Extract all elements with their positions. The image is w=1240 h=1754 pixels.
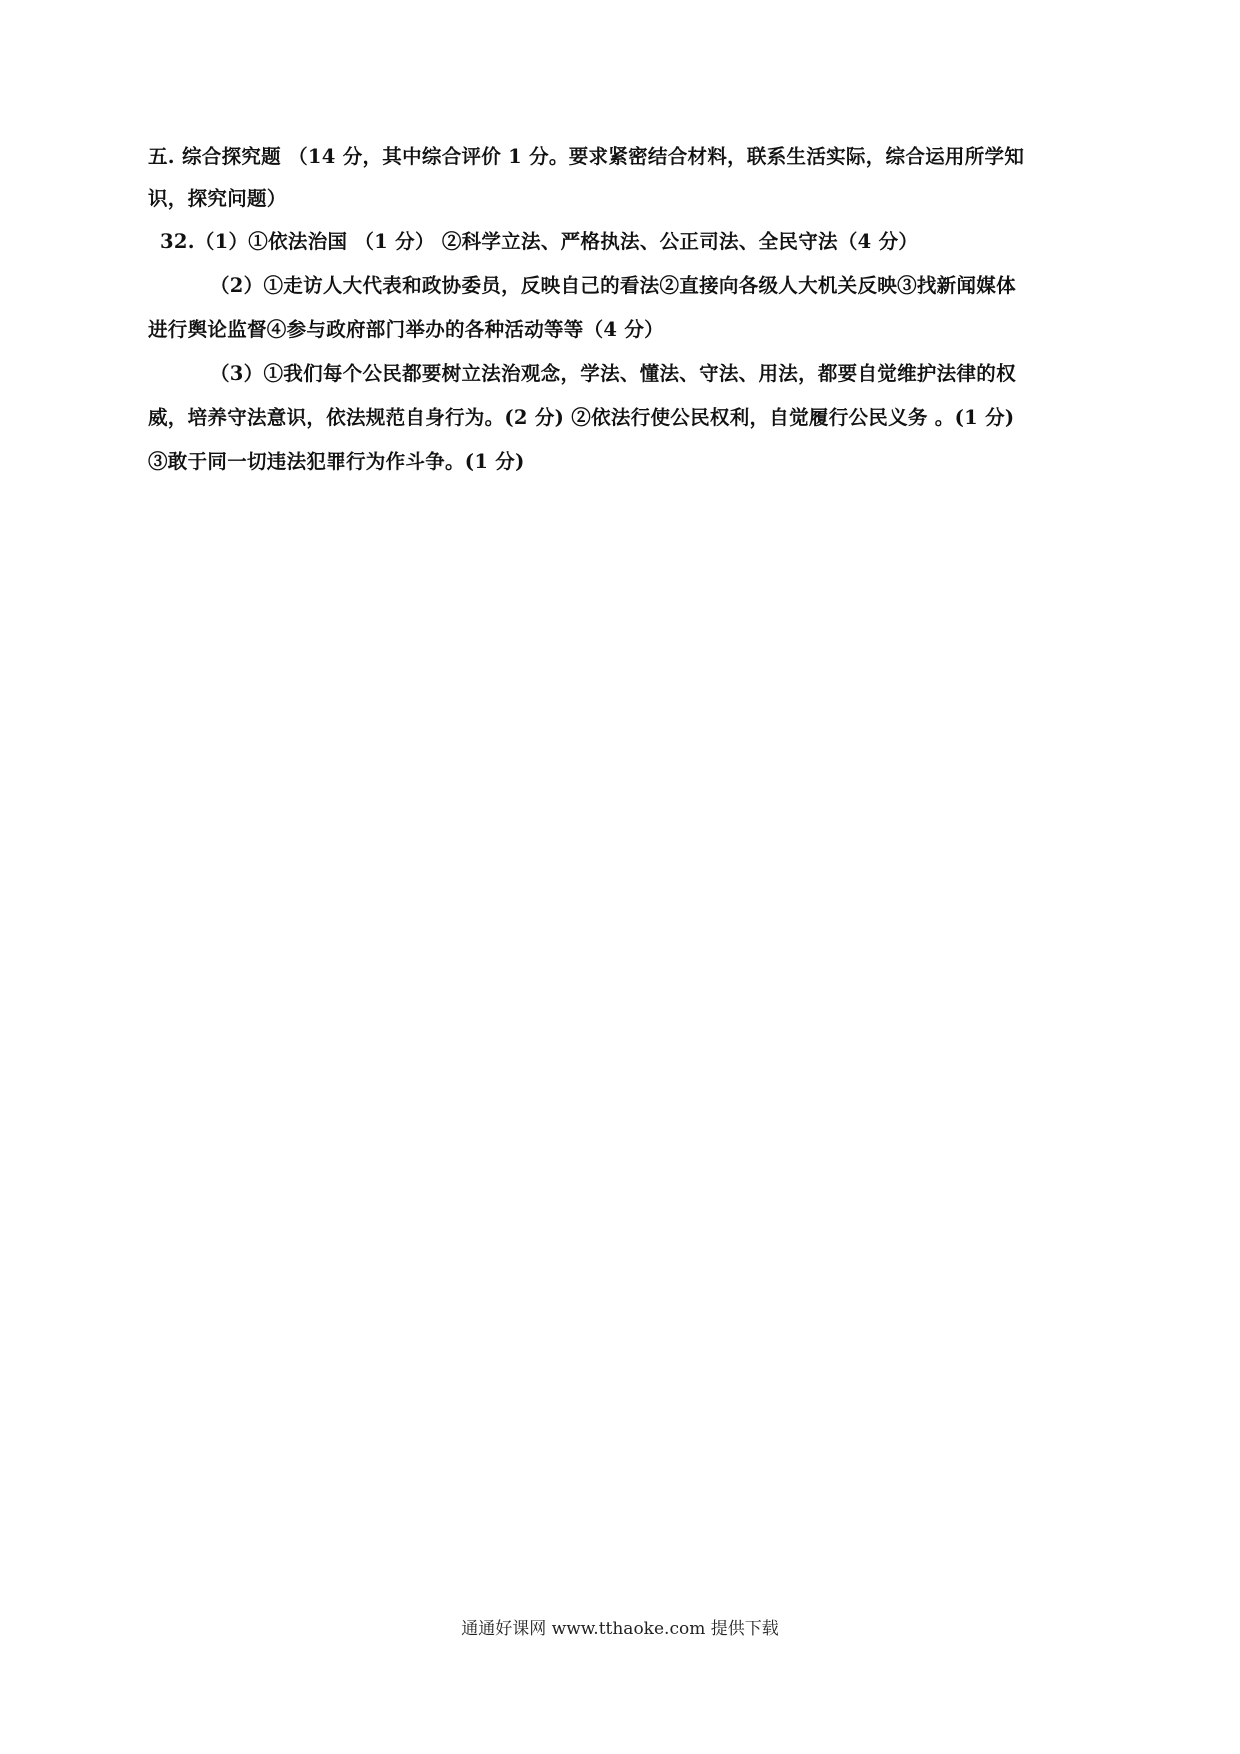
answer-32-part-2-line-1: （2）①走访人大代表和政协委员，反映自己的看法②直接向各级人大机关反映③找新闻媒体	[210, 274, 1016, 297]
answer-32-part-3-line-1: （3）①我们每个公民都要树立法治观念，学法、懂法、守法、用法，都要自觉维护法律的权	[210, 362, 1016, 385]
answer-32-part-3-line-2: 威，培养守法意识，依法规范自身行为。(2 分) ②依法行使公民权利，自觉履行公民义务 。(1 分)	[148, 406, 1015, 429]
page-footer: 通通好课网 www.tthaoke.com 提供下载	[461, 1619, 779, 1639]
answer-32-part-3-line-3: ③敢于同一切违法犯罪行为作斗争。(1 分)	[148, 450, 525, 473]
section-heading-line-2: 识，探究问题）	[148, 187, 287, 210]
section-heading-line-1: 五. 综合探究题 （14 分，其中综合评价 1 分。要求紧密结合材料，联系生活实际，综合运用所学知	[148, 145, 1025, 168]
answer-32-part-2-line-2: 进行舆论监督④参与政府部门举办的各种活动等等（4 分）	[148, 318, 664, 341]
answer-32-part-1: 32.（1）①依法治国 （1 分） ②科学立法、严格执法、公正司法、全民守法（4 分）	[160, 230, 919, 253]
